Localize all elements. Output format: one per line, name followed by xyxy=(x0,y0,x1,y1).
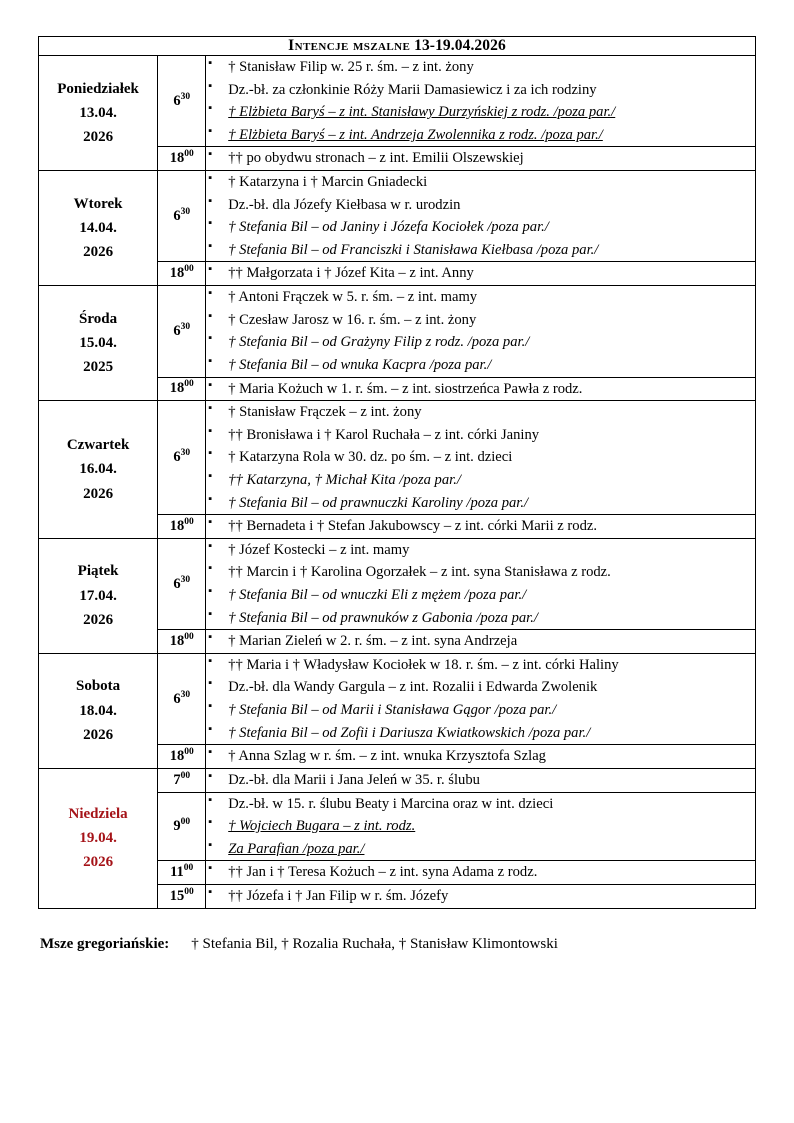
day-cell xyxy=(39,56,158,171)
table-header xyxy=(39,37,756,56)
intention-item: ▪ † Czesław Jarosz w 16. r. śm. – z int. żony xyxy=(206,309,755,332)
day-cell xyxy=(39,286,158,401)
day-year: 2026 xyxy=(83,611,114,628)
intention-item: ▪ Dz.-bł. za członkinie Róży Marii Damasiewicz i za ich rodziny xyxy=(206,79,755,102)
title-text: Intencje mszalne xyxy=(288,37,411,54)
intentions-list xyxy=(206,861,755,884)
intention-item: ▪ † Stanisław Frączek – z int. żony xyxy=(206,401,755,424)
intentions-list xyxy=(206,147,755,170)
mass-time xyxy=(158,401,206,515)
day-cell xyxy=(39,768,158,908)
intention-item: ▪ † Katarzyna i † Marcin Gniadecki xyxy=(206,171,755,194)
intentions-cell xyxy=(206,171,756,262)
mass-time-hour: 18 xyxy=(169,517,185,534)
mass-time-hour: 6 xyxy=(173,322,181,339)
intentions-cell xyxy=(206,653,756,744)
mass-time-minutes: 30 xyxy=(180,321,191,332)
mass-time-hour: 7 xyxy=(173,771,181,788)
intentions-cell xyxy=(206,792,756,861)
mass-time-hour: 6 xyxy=(173,690,181,707)
intention-item: ▪ †† Jan i † Teresa Kożuch – z int. syna Adama z rodz. xyxy=(206,861,755,884)
mass-time-minutes: 00 xyxy=(180,770,191,781)
intentions-list xyxy=(206,286,755,376)
day-year: 2026 xyxy=(83,244,114,261)
mass-time-hour: 9 xyxy=(173,817,181,834)
day-date: 19.04. xyxy=(79,830,117,847)
day-date: 17.04. xyxy=(79,587,117,604)
intentions-cell xyxy=(206,630,756,654)
day-cell xyxy=(39,653,158,768)
intentions-list xyxy=(206,515,755,538)
mass-slot-row xyxy=(39,56,756,147)
day-year: 2026 xyxy=(83,129,114,146)
mass-time xyxy=(158,515,206,539)
intention-item: ▪ † Elżbieta Baryś – z int. Stanisławy Durzyńskiej z rodz. /poza par./ xyxy=(206,101,755,124)
mass-time xyxy=(158,262,206,286)
day-date: 15.04. xyxy=(79,334,117,351)
intention-item: ▪ †† Katarzyna, † Michał Kita /poza par./ xyxy=(206,469,755,492)
mass-time-hour: 15 xyxy=(169,887,185,904)
intention-item: ▪ † Marian Zieleń w 2. r. śm. – z int. syna Andrzeja xyxy=(206,630,755,653)
intentions-cell xyxy=(206,768,756,792)
mass-time-minutes: 30 xyxy=(180,574,191,585)
mass-time-minutes: 00 xyxy=(184,747,194,758)
day-name: Czwartek xyxy=(66,437,130,454)
intention-item: ▪ Dz.-bł. dla Marii i Jana Jeleń w 35. r. ślubu xyxy=(206,769,755,792)
intentions-cell xyxy=(206,56,756,147)
mass-time-hour: 18 xyxy=(169,150,185,167)
intentions-list xyxy=(206,378,755,401)
mass-time-hour: 18 xyxy=(169,748,185,765)
intentions-list xyxy=(206,630,755,653)
intention-item: ▪ †† Bernadeta i † Stefan Jakubowscy – z int. córki Marii z rodz. xyxy=(206,515,755,538)
mass-time-minutes: 30 xyxy=(180,206,191,217)
intention-item: ▪ Za Parafian /poza par./ xyxy=(206,838,755,861)
intentions-list xyxy=(206,56,755,146)
mass-time-minutes: 30 xyxy=(180,91,191,102)
day-cell xyxy=(39,171,158,286)
intention-item: ▪ † Stefania Bil – od prawnuków z Gabonia /poza par./ xyxy=(206,607,755,630)
intentions-cell xyxy=(206,884,756,908)
intention-item: ▪ † Antoni Frączek w 5. r. śm. – z int. mamy xyxy=(206,286,755,309)
intention-item: ▪ † Stefania Bil – od wnuka Kacpra /poza par./ xyxy=(206,354,755,377)
mass-slot-row xyxy=(39,768,756,792)
intention-item: ▪ † Stanisław Filip w. 25 r. śm. – z int. żony xyxy=(206,56,755,79)
mass-time xyxy=(158,630,206,654)
day-cell xyxy=(39,401,158,539)
intention-item: ▪ † Stefania Bil – od prawnuczki Karoliny /poza par./ xyxy=(206,492,755,515)
intention-item: ▪ †† Marcin i † Karolina Ogorzałek – z int. syna Stanisława z rodz. xyxy=(206,561,755,584)
intentions-cell xyxy=(206,401,756,515)
mass-time-hour: 18 xyxy=(169,265,185,282)
mass-time xyxy=(158,768,206,792)
intentions-list xyxy=(206,745,755,768)
day-year: 2026 xyxy=(83,727,114,744)
mass-time-minutes: 00 xyxy=(184,264,194,275)
mass-time-minutes: 30 xyxy=(180,689,191,700)
mass-time-hour: 6 xyxy=(173,92,181,109)
mass-time-minutes: 30 xyxy=(180,448,191,459)
day-year: 2026 xyxy=(83,854,114,871)
intention-item: ▪ † Stefania Bil – od Franciszki i Stanisława Kiełbasa /poza par./ xyxy=(206,239,755,262)
mass-time-minutes: 00 xyxy=(184,886,194,897)
mass-time-hour: 6 xyxy=(173,449,181,466)
intentions-list xyxy=(206,769,755,792)
intention-item: ▪ † Katarzyna Rola w 30. dz. po śm. – z int. dzieci xyxy=(206,446,755,469)
mass-time xyxy=(158,538,206,629)
mass-time-minutes: 00 xyxy=(180,817,191,828)
mass-time xyxy=(158,861,206,885)
intention-item: ▪ †† po obydwu stronach – z int. Emilii Olszewskiej xyxy=(206,147,755,170)
mass-slot-row xyxy=(39,653,756,744)
mass-slot-row xyxy=(39,538,756,629)
gregorian-masses-names: † Stefania Bil, † Rozalia Ruchała, † Stanisław Klimontowski xyxy=(191,935,558,952)
mass-time-hour: 18 xyxy=(169,380,185,397)
intentions-list xyxy=(206,171,755,261)
intention-item: ▪ †† Józefa i † Jan Filip w r. śm. Józefy xyxy=(206,885,755,908)
day-name: Środa xyxy=(79,310,118,327)
intentions-list xyxy=(206,262,755,285)
intention-item: ▪ Dz.-bł. dla Józefy Kiełbasa w r. urodzin xyxy=(206,194,755,217)
intention-item: ▪ † Stefania Bil – od Grażyny Filip z rodz. /poza par./ xyxy=(206,331,755,354)
intentions-list xyxy=(206,793,755,861)
intentions-cell xyxy=(206,538,756,629)
intentions-list xyxy=(206,539,755,629)
mass-time-hour: 11 xyxy=(170,864,184,881)
table-body xyxy=(39,56,756,909)
day-cell xyxy=(39,538,158,653)
mass-time xyxy=(158,56,206,147)
mass-slot-row xyxy=(39,401,756,515)
mass-time-minutes: 00 xyxy=(184,379,194,390)
intention-item: ▪ † Stefania Bil – od wnuczki Eli z mężem /poza par./ xyxy=(206,584,755,607)
mass-time-minutes: 00 xyxy=(184,517,194,528)
intention-item: ▪ † Elżbieta Baryś – z int. Andrzeja Zwolennika z rodz. /poza par./ xyxy=(206,124,755,147)
mass-time xyxy=(158,884,206,908)
mass-time xyxy=(158,653,206,744)
intention-item: ▪ †† Bronisława i † Karol Ruchała – z int. córki Janiny xyxy=(206,424,755,447)
intention-item: ▪ † Józef Kostecki – z int. mamy xyxy=(206,539,755,562)
mass-time-hour: 6 xyxy=(173,575,181,592)
intention-item: ▪ Dz.-bł. dla Wandy Gargula – z int. Rozalii i Edwarda Zwolenik xyxy=(206,676,755,699)
mass-time-hour: 18 xyxy=(169,633,185,650)
mass-time xyxy=(158,286,206,377)
intentions-cell xyxy=(206,286,756,377)
intention-item: ▪ †† Małgorzata i † Józef Kita – z int. Anny xyxy=(206,262,755,285)
gregorian-masses-label: Msze gregoriańskie: xyxy=(40,935,170,952)
day-date: 13.04. xyxy=(79,104,117,121)
day-name: Poniedziałek xyxy=(57,80,139,97)
intentions-cell xyxy=(206,147,756,171)
intention-item: ▪ † Stefania Bil – od Janiny i Józefa Kociołek /poza par./ xyxy=(206,216,755,239)
mass-time xyxy=(158,147,206,171)
intention-item: ▪ † Maria Kożuch w 1. r. śm. – z int. siostrzeńca Pawła z rodz. xyxy=(206,378,755,401)
day-date: 18.04. xyxy=(79,702,117,719)
intention-item: ▪ † Wojciech Bugara – z int. rodz. xyxy=(206,815,755,838)
intentions-list xyxy=(206,654,755,744)
mass-time xyxy=(158,792,206,861)
intention-item: ▪ Dz.-bł. w 15. r. ślubu Beaty i Marcina oraz w int. dzieci xyxy=(206,793,755,816)
intentions-cell xyxy=(206,745,756,769)
day-name: Niedziela xyxy=(68,805,128,822)
day-name: Piątek xyxy=(77,563,119,580)
intentions-cell xyxy=(206,861,756,885)
intention-item: ▪ †† Maria i † Władysław Kociołek w 18. r. śm. – z int. córki Haliny xyxy=(206,654,755,677)
intention-item: ▪ † Stefania Bil – od Zofii i Dariusza Kwiatkowskich /poza par./ xyxy=(206,722,755,745)
mass-slot-row xyxy=(39,171,756,262)
mass-time xyxy=(158,171,206,262)
day-date: 14.04. xyxy=(79,219,117,236)
day-date: 16.04. xyxy=(79,461,117,478)
intentions-list xyxy=(206,401,755,514)
day-year: 2026 xyxy=(83,485,114,502)
mass-time xyxy=(158,745,206,769)
gregorian-masses-footer xyxy=(38,936,756,953)
mass-time-minutes: 00 xyxy=(184,632,194,643)
intention-item: ▪ † Anna Szlag w r. śm. – z int. wnuka Krzysztofa Szlag xyxy=(206,745,755,768)
day-name: Sobota xyxy=(75,678,121,695)
mass-time-minutes: 00 xyxy=(184,149,194,160)
title-date-range: 13-19.04.2026 xyxy=(414,37,506,54)
intentions-cell xyxy=(206,262,756,286)
mass-slot-row xyxy=(39,286,756,377)
mass-time-minutes: 00 xyxy=(183,863,194,874)
mass-time-hour: 6 xyxy=(173,207,181,224)
day-year: 2025 xyxy=(83,359,114,376)
mass-intentions-table xyxy=(38,36,756,909)
intentions-cell xyxy=(206,515,756,539)
intentions-cell xyxy=(206,377,756,401)
intentions-list xyxy=(206,885,755,908)
document-title xyxy=(39,37,756,56)
intention-item: ▪ † Stefania Bil – od Marii i Stanisława Gągor /poza par./ xyxy=(206,699,755,722)
title-row xyxy=(39,37,756,56)
day-name: Wtorek xyxy=(73,195,123,212)
mass-time xyxy=(158,377,206,401)
